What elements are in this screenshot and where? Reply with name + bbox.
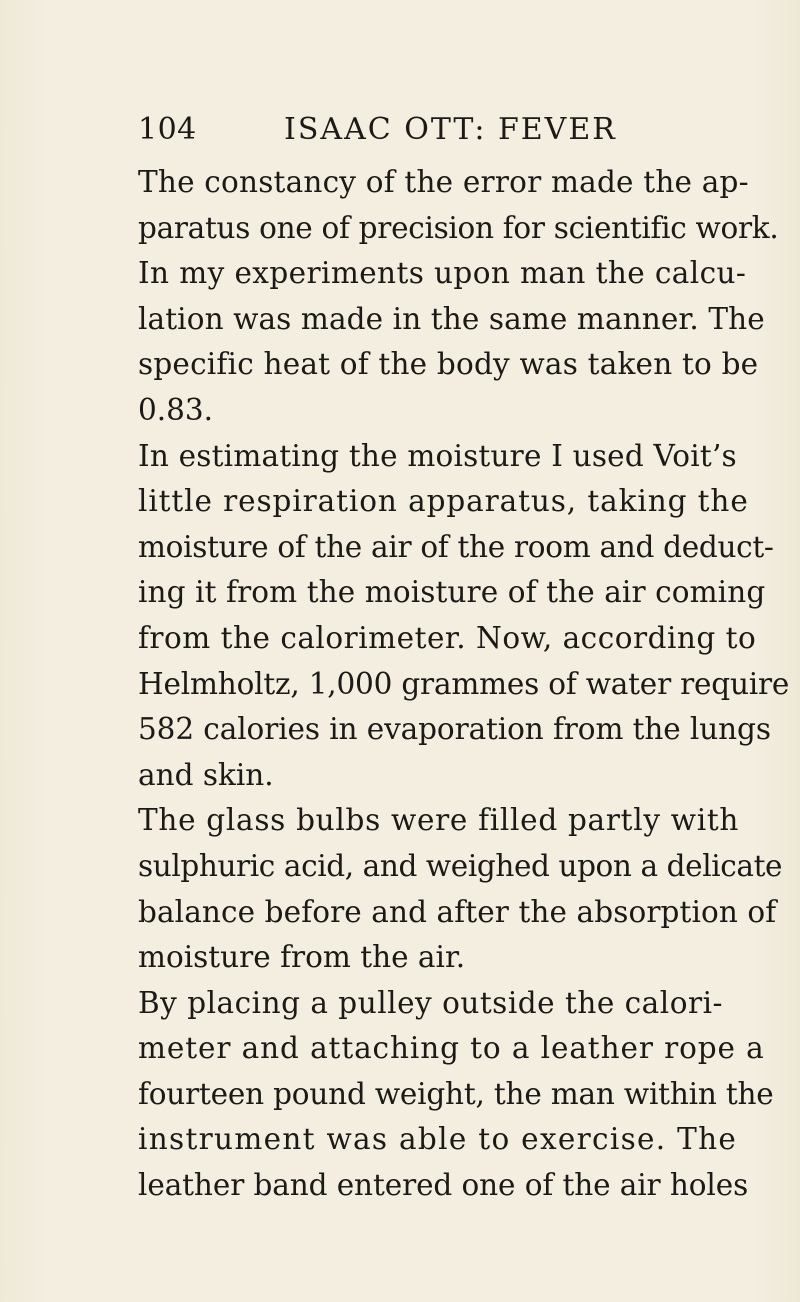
text-line: ing it from the moisture of the air coming bbox=[138, 575, 766, 610]
text-line: In my experiments upon man the calcu- bbox=[138, 256, 747, 291]
text-line: By placing a pulley outside the calori- bbox=[138, 985, 723, 1020]
text-line: The constancy of the error made the ap- bbox=[138, 165, 749, 199]
text-line: paratus one of precision for scientific work. bbox=[138, 210, 779, 245]
text-line: from the calorimeter. Now, according to bbox=[138, 620, 757, 655]
body-text bbox=[138, 160, 790, 1209]
text-line: sulphuric acid, and weighed upon a delicate bbox=[138, 848, 783, 883]
text-line: The glass bulbs were filled partly with bbox=[138, 803, 740, 838]
text-line: and skin. bbox=[138, 757, 274, 792]
text-line: Helmholtz, 1,000 grammes of water require bbox=[138, 666, 790, 701]
running-head: ISAAC OTT: FEVER bbox=[284, 112, 617, 147]
text-line: lation was made in the same manner. The bbox=[138, 301, 765, 336]
text-line: moisture from the air. bbox=[138, 940, 466, 975]
page-number: 104 bbox=[138, 112, 197, 147]
page-header bbox=[138, 112, 716, 152]
text-line: instrument was able to exercise. The bbox=[138, 1122, 738, 1157]
text-line: little respiration apparatus, taking the bbox=[138, 484, 749, 519]
text-line: moisture of the air of the room and deduct- bbox=[138, 529, 774, 564]
text-line: 582 calories in evaporation from the lungs bbox=[138, 712, 771, 747]
text-line: balance before and after the absorption of bbox=[138, 894, 777, 929]
text-line: 0.83. bbox=[138, 392, 214, 427]
text-line: meter and attaching to a leather rope a bbox=[138, 1031, 765, 1066]
text-line: In estimating the moisture I used Voit’s bbox=[138, 438, 737, 473]
text-line: specific heat of the body was taken to be bbox=[138, 347, 759, 382]
text-line: leather band entered one of the air holes bbox=[138, 1168, 749, 1203]
text-line: fourteen pound weight, the man within the bbox=[138, 1076, 774, 1111]
